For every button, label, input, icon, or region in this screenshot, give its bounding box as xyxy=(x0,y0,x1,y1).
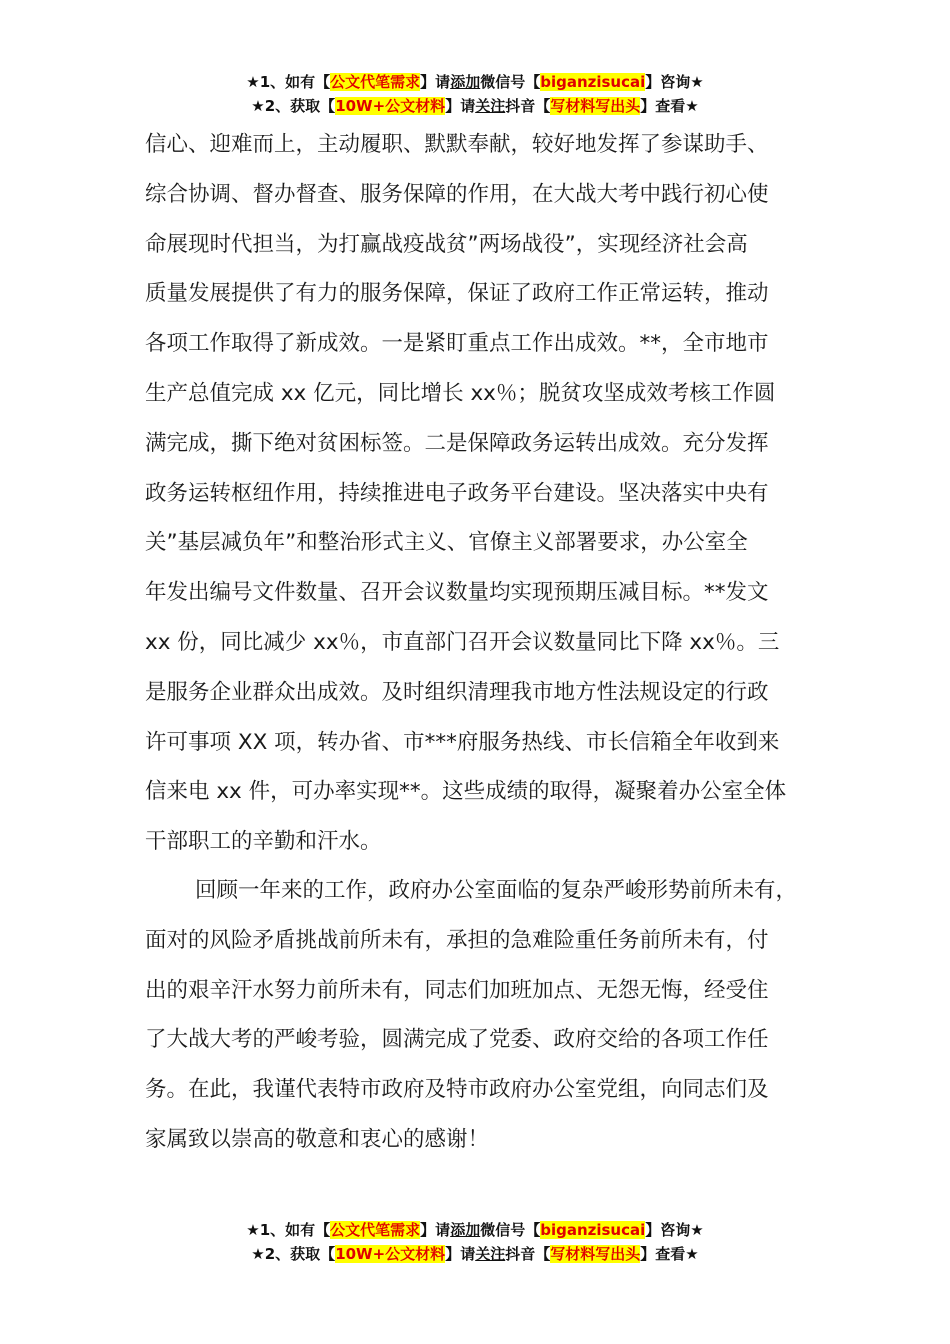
banner-highlight: 写材料写出头 xyxy=(550,1245,641,1263)
text-line: 政务运转枢纽作用，持续推进电子政务平台建设。坚决落实中央有 xyxy=(145,480,769,506)
banner-text: 微信号【 xyxy=(480,1221,541,1239)
text-line: 面对的风险矛盾挑战前所未有，承担的急难险重任务前所未有，付 xyxy=(145,927,769,953)
banner-underlined: 添加 xyxy=(450,1221,481,1239)
banner-underlined: 关注 xyxy=(475,97,506,115)
banner-text: 微信号【 xyxy=(480,73,541,91)
text-line: 回顾一年来的工作，政府办公室面临的复杂严峻形势前所未有， xyxy=(195,878,798,903)
text-line: 综合协调、督办督查、服务保障的作用，在大战大考中践行初心使 xyxy=(145,181,769,207)
banner-text: 】查看★ xyxy=(640,97,699,115)
banner-text: ★1、如有【 xyxy=(246,1221,331,1239)
banner-text: ★1、如有【 xyxy=(246,73,331,91)
banner-highlight: 公文代笔需求 xyxy=(330,73,421,91)
banner-text: 抖音【 xyxy=(505,97,551,115)
banner-text: 】请 xyxy=(420,1221,451,1239)
text-line: 务。在此，我谨代表特市政府及特市政府办公室党组，向同志们及 xyxy=(145,1077,769,1103)
banner-highlight: 公文代笔需求 xyxy=(330,1221,421,1239)
header-banner xyxy=(0,70,950,118)
banner-line-2 xyxy=(0,1242,950,1266)
text-line: xx 份，同比减少 xx％，市直部门召开会议数量同比下降 xx％。三 xyxy=(145,629,780,655)
banner-text: ★2、获取【 xyxy=(251,1245,336,1263)
banner-highlight: 10W+公文材料 xyxy=(335,97,446,115)
banner-text: 】咨询★ xyxy=(645,1221,704,1239)
text-line: 是服务企业群众出成效。及时组织清理我市地方性法规设定的行政 xyxy=(145,679,769,705)
text-line: 了大战大考的严峻考验，圆满完成了党委、政府交给的各项工作任 xyxy=(145,1027,769,1053)
banner-highlight: biganzisucai xyxy=(540,1221,646,1239)
text-line: 许可事项 XX 项，转办省、市***府服务热线、市长信箱全年收到来 xyxy=(145,729,780,755)
banner-highlight: biganzisucai xyxy=(540,73,646,91)
banner-text: 抖音【 xyxy=(505,1245,551,1263)
banner-line-2 xyxy=(0,94,950,118)
banner-text: 】查看★ xyxy=(640,1245,699,1263)
text-line: 信心、迎难而上，主动履职、默默奉献，较好地发挥了参谋助手、 xyxy=(145,132,769,157)
text-line: 满完成，撕下绝对贫困标签。二是保障政务运转出成效。充分发挥 xyxy=(145,430,769,456)
banner-text: 】请 xyxy=(445,1245,476,1263)
text-line: 出的艰辛汗水努力前所未有，同志们加班加点、无怨无悔，经受住 xyxy=(145,977,769,1003)
text-line: 干部职工的辛勤和汗水。 xyxy=(145,829,382,855)
paragraph-2 xyxy=(145,866,835,1165)
text-line: 年发出编号文件数量、召开会议数量均实现预期压减目标。**发文 xyxy=(145,580,769,606)
banner-highlight: 10W+公文材料 xyxy=(335,1245,446,1263)
banner-text: 】请 xyxy=(445,97,476,115)
banner-highlight: 写材料写出头 xyxy=(550,97,641,115)
paragraph-1 xyxy=(145,120,835,867)
banner-text: ★2、获取【 xyxy=(251,97,336,115)
banner-line-1 xyxy=(0,70,950,94)
banner-text: 】请 xyxy=(420,73,451,91)
text-line: 家属致以崇高的敬意和衷心的感谢！ xyxy=(145,1126,490,1152)
banner-underlined: 关注 xyxy=(475,1245,506,1263)
banner-text: 】咨询★ xyxy=(645,73,704,91)
footer-banner xyxy=(0,1218,950,1266)
text-line: 各项工作取得了新成效。一是紧盯重点工作出成效。**，全市地市 xyxy=(145,331,769,357)
banner-underlined: 添加 xyxy=(450,73,481,91)
text-line: 生产总值完成 xx 亿元，同比增长 xx％；脱贫攻坚成效考核工作圆 xyxy=(145,380,776,406)
text-line: 关”基层减负年”和整治形式主义、官僚主义部署要求，办公室全 xyxy=(145,530,748,556)
banner-line-1 xyxy=(0,1218,950,1242)
text-line: 信来电 xx 件，可办率实现**。这些成绩的取得，凝聚着办公室全体 xyxy=(145,779,787,805)
text-line: 命展现时代担当，为打赢战疫战贫”两场战役”，实现经济社会高 xyxy=(145,231,748,257)
text-line: 质量发展提供了有力的服务保障，保证了政府工作正常运转，推动 xyxy=(145,281,769,307)
